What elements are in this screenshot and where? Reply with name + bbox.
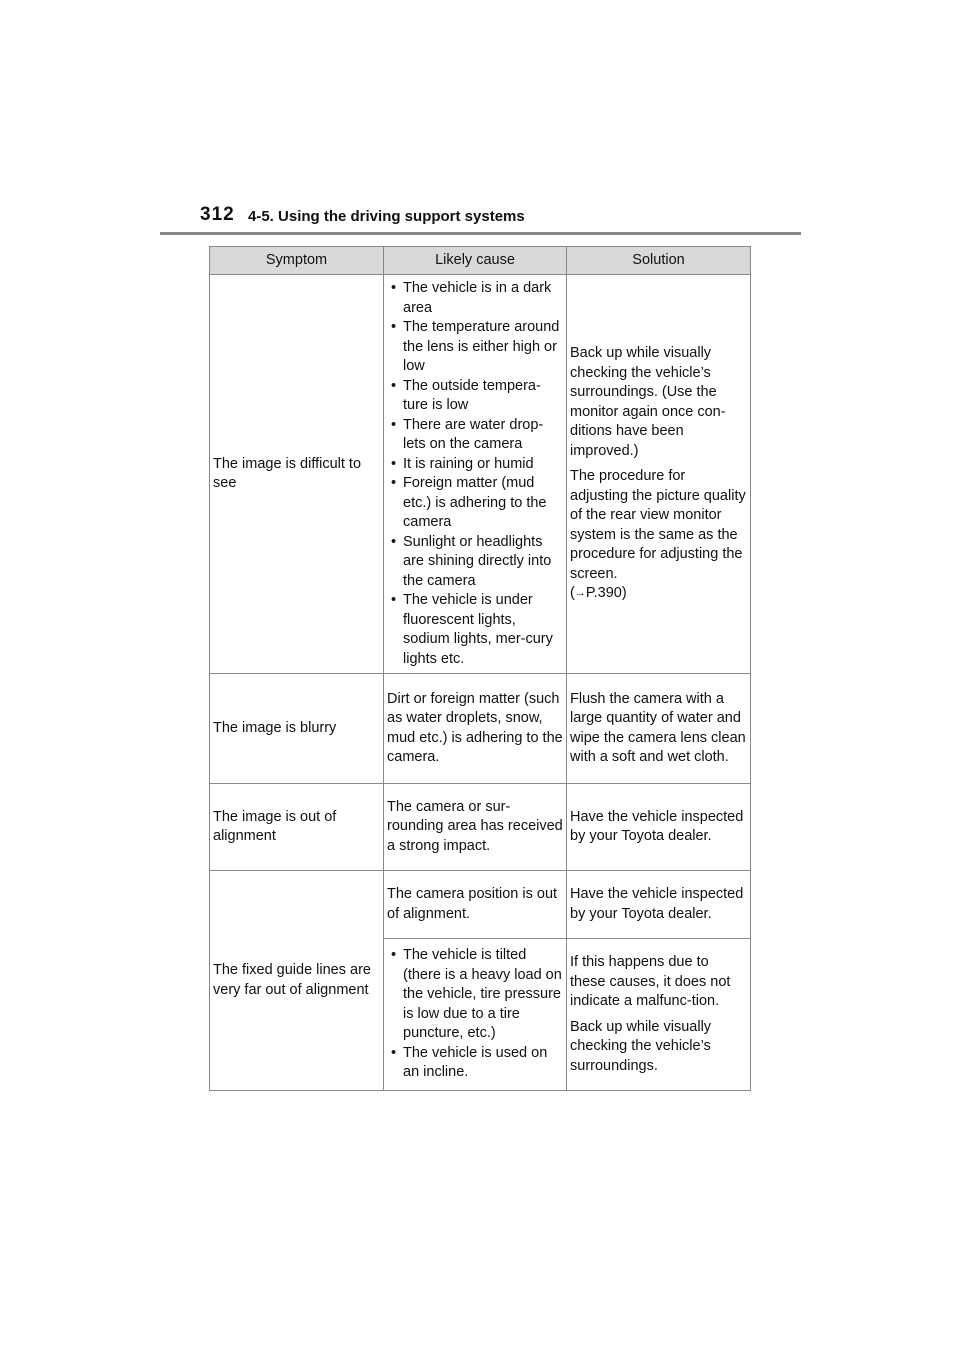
table-row [210, 674, 751, 784]
column-header-likely-cause: Likely cause [384, 247, 567, 275]
list-item: • The vehicle is in a dark area [387, 279, 563, 318]
column-header-symptom: Symptom [210, 247, 384, 275]
cause-cell [384, 939, 567, 1091]
symptom-cell: The image is difficult to see [210, 275, 384, 674]
symptom-cell: The image is blurry [210, 674, 384, 784]
list-item: • Sunlight or headlights are shining directly into the camera [387, 533, 563, 592]
solution-text-body: The procedure for adjusting the picture quality of the rear view monitor system is the same as the procedure for adjusting the screen. [570, 468, 746, 582]
solution-cell: Have the vehicle inspected by your Toyota dealer. [567, 871, 751, 939]
cause-cell: The camera position is out of alignment. [384, 871, 567, 939]
column-header-solution: Solution [567, 247, 751, 275]
solution-text: If this happens due to these causes, it does not indicate a malfunc-tion. [570, 954, 731, 1009]
page-reference-link[interactable]: P.390 [585, 585, 622, 602]
cause-list [387, 279, 563, 669]
solution-text: Back up while visually checking the vehicle’s surroundings. [570, 1018, 712, 1074]
cause-cell: Dirt or foreign matter (such as water droplets, snow, mud etc.) is adhering to the camera. [384, 674, 567, 784]
symptom-cell: The image is out of alignment [210, 784, 384, 871]
page-number: 312 [200, 204, 235, 225]
cause-cell: The camera or sur-rounding area has received a strong impact. [384, 784, 567, 871]
solution-text: Back up while visually checking the vehicle’s surroundings. (Use the monitor again once con-ditions have been improved.) [570, 345, 726, 459]
list-item: • The vehicle is used on an incline. [387, 1044, 563, 1083]
list-item: • The vehicle is under fluorescent lights, sodium lights, mer-cury lights etc. [387, 591, 563, 669]
list-item: • The temperature around the lens is either high or low [387, 318, 563, 377]
cause-list [387, 946, 563, 1083]
list-item: • The outside tempera-ture is low [387, 377, 563, 416]
solution-cell [567, 939, 751, 1091]
section-title: 4-5. Using the driving support systems [248, 208, 525, 225]
table-row [210, 275, 751, 674]
solution-text: The procedure for adjusting the picture quality of the rear view monitor system is the same as the procedure for adjusting the screen. (→P.390) [570, 468, 746, 602]
list-item: • The vehicle is tilted (there is a heavy load on the vehicle, tire pressure is low due to a tire puncture, etc.) [387, 946, 563, 1044]
table-row [210, 871, 751, 939]
list-item: • Foreign matter (mud etc.) is adhering to the camera [387, 474, 563, 533]
right-arrow-icon: → [574, 587, 586, 600]
table-row [210, 784, 751, 871]
cause-cell [384, 275, 567, 674]
solution-cell: Have the vehicle inspected by your Toyota dealer. [567, 784, 751, 871]
troubleshooting-table [209, 246, 751, 1091]
symptom-cell: The fixed guide lines are very far out of alignment [210, 871, 384, 1091]
solution-cell [567, 275, 751, 674]
table-header-row [210, 247, 751, 275]
list-item: • It is raining or humid [387, 455, 563, 475]
list-item: • There are water drop-lets on the camera [387, 416, 563, 455]
header-rule [160, 232, 801, 235]
solution-cell: Flush the camera with a large quantity of water and wipe the camera lens clean with a soft and wet cloth. [567, 674, 751, 784]
